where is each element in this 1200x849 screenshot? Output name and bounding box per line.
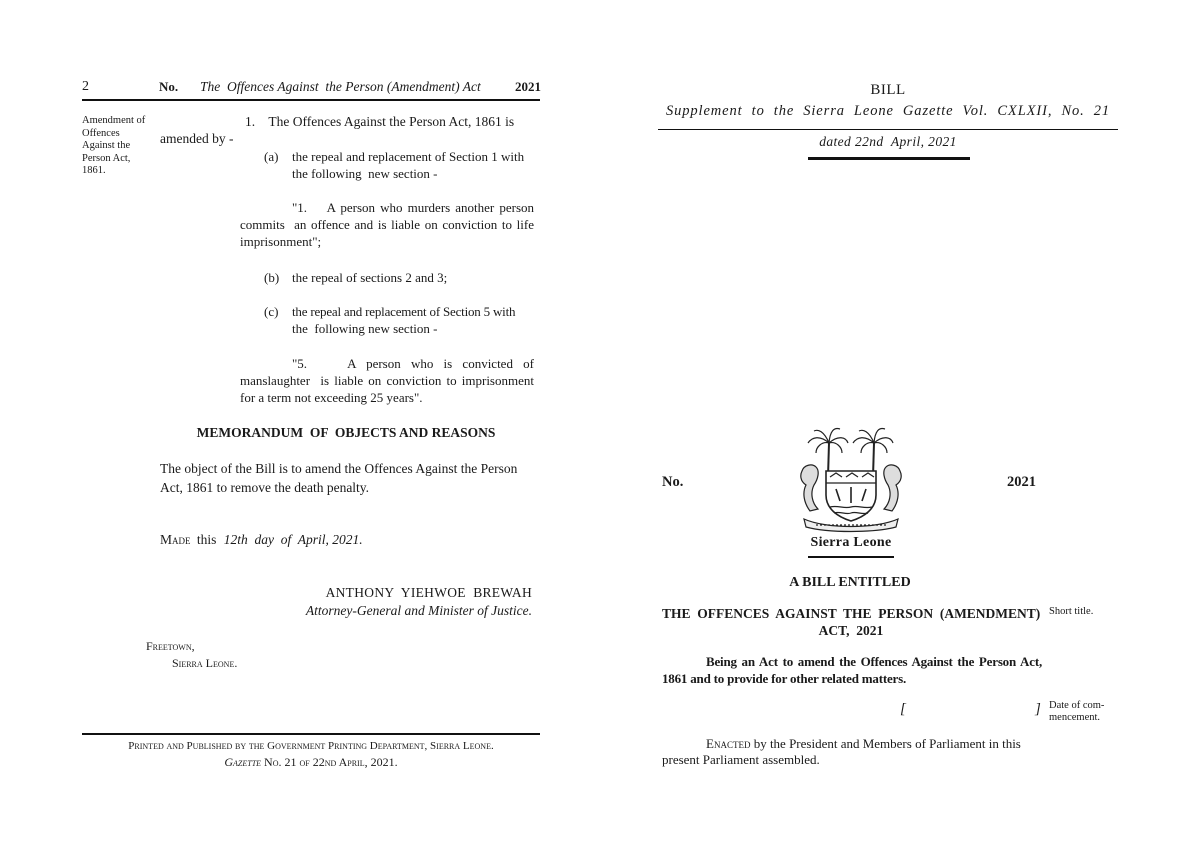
enacted-rest: by the President and Members of Parliament in this present Parliament assembled. bbox=[662, 736, 1021, 767]
country-rule bbox=[808, 556, 894, 558]
coat-of-arms-icon bbox=[796, 425, 906, 533]
act-title-line2: ACT, 2021 bbox=[818, 623, 884, 638]
memorandum-title: MEMORANDUM OF OBJECTS AND REASONS bbox=[196, 425, 496, 440]
section-1-lead: 1. The Offences Against the Person Act, 1861 is bbox=[245, 114, 515, 129]
header-rule bbox=[82, 99, 540, 101]
header-year: 2021 bbox=[515, 79, 541, 94]
item-c-label: (c) bbox=[264, 304, 279, 319]
commencement-note-line1: Date of com- bbox=[1049, 700, 1105, 711]
quote-section-1: "1. A person who murders another person commits an offence and is liable on conviction to life imprisonment"; bbox=[240, 200, 538, 249]
footer-printer-line: Printed and Published by the Government Printing Department, Sierra Leone. bbox=[128, 740, 494, 752]
dated-rule bbox=[808, 157, 970, 160]
commencement-note-line2: mencement. bbox=[1049, 712, 1101, 723]
country-name: Sierra Leone bbox=[810, 535, 892, 550]
item-c-line2: the following new section - bbox=[292, 321, 438, 336]
enacting-formula bbox=[662, 736, 1044, 768]
bill-no-label: No. bbox=[662, 474, 684, 490]
signatory-role: Attorney-General and Minister of Justice. bbox=[305, 603, 532, 618]
margin-note-amendment: Amendment of Offences Against the Person Act, 1861. bbox=[82, 115, 146, 176]
place-line1: Freetown, bbox=[146, 639, 195, 653]
footer-gazette-line bbox=[82, 755, 540, 770]
made-word: Made bbox=[160, 532, 191, 547]
item-a-label: (a) bbox=[264, 149, 279, 164]
gazette-supplement: Supplement to the Sierra Leone Gazette Vol. CXLXII, No. 21 bbox=[665, 103, 1111, 119]
item-b-label: (b) bbox=[264, 270, 280, 285]
commencement-bracket-close: ] bbox=[1035, 701, 1041, 717]
item-a-line1: the repeal and replacement of Section 1 with bbox=[292, 149, 525, 164]
made-line bbox=[160, 532, 363, 548]
section-1-lead-continued: amended by - bbox=[160, 131, 234, 146]
footer-gazette-rest: No. 21 of 22nd April, 2021. bbox=[264, 755, 398, 769]
item-a-line2: the following new section - bbox=[292, 166, 438, 181]
bill-entitled-heading: A BILL ENTITLED bbox=[789, 575, 911, 590]
short-title-note: Short title. bbox=[1049, 606, 1094, 617]
commencement-bracket-open: [ bbox=[900, 701, 906, 717]
place-line2: Sierra Leone. bbox=[172, 656, 238, 670]
header-act-title: The Offences Against the Person (Amendment) Act bbox=[200, 79, 481, 94]
act-title bbox=[662, 605, 1040, 639]
commencement-note bbox=[1049, 700, 1104, 724]
bill-year: 2021 bbox=[1007, 474, 1036, 490]
quote-section-5: "5. A person who is convicted of manslaughter is liable on conviction to imprisonment for a term not exceeding 25 years". bbox=[240, 356, 538, 405]
bill-label: BILL bbox=[870, 82, 906, 98]
footer-rule bbox=[82, 733, 540, 735]
made-this: this bbox=[196, 532, 217, 547]
supplement-rule bbox=[658, 129, 1118, 130]
page-number: 2 bbox=[82, 79, 89, 94]
gazette-dated: dated 22nd April, 2021 bbox=[819, 134, 957, 149]
item-b-text: the repeal of sections 2 and 3; bbox=[292, 270, 448, 285]
signatory-name: ANTHONY YIEHWOE BREWAH bbox=[325, 585, 532, 600]
item-c-line1: the repeal and replacement of Section 5 with bbox=[292, 304, 516, 319]
header-no-label: No. bbox=[159, 79, 179, 94]
memorandum-body: The object of the Bill is to amend the Offences Against the Person Act, 1861 to remove the death penalty. bbox=[160, 461, 518, 495]
enacted-word: Enacted bbox=[706, 736, 751, 751]
act-title-line1: THE OFFENCES AGAINST THE PERSON (AMENDMENT) bbox=[662, 606, 1041, 621]
being-clause: Being an Act to amend the Offences Against the Person Act, 1861 and to provide for other related matters. bbox=[662, 654, 1042, 686]
footer-gazette-word: Gazette bbox=[224, 755, 262, 769]
made-date: 12th day of April, 2021. bbox=[223, 532, 363, 547]
